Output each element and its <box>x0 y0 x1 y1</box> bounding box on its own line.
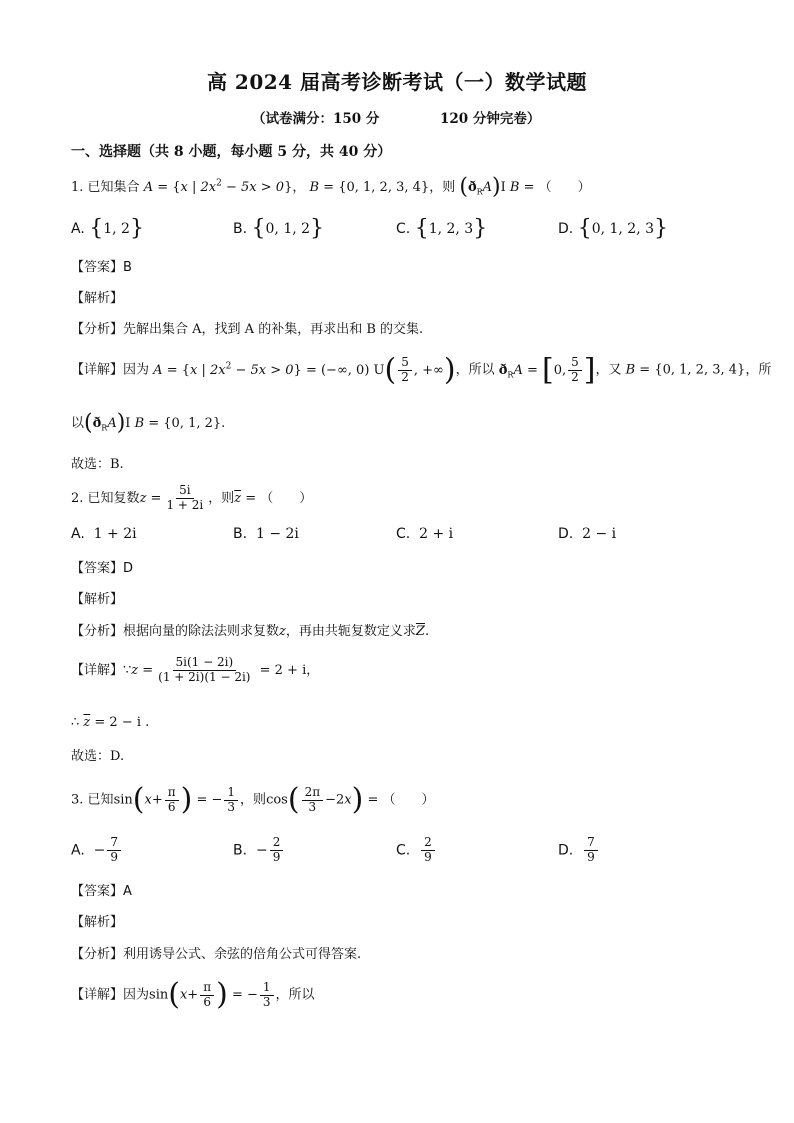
q1-detail-line2: 以$(ð_RA)I$ B = {0, 1, 2}. <box>71 410 226 436</box>
q2-option-d: D. 2 − i <box>558 526 617 542</box>
page-title: 高 2024 届高考诊断考试（一）数学试题 <box>206 70 588 94</box>
q2-fenxi: 【分析】根据向量的除法法则求复数z，再由共轭复数定义求$\overline{Z}$. <box>71 624 430 639</box>
q3-fenxi: 【分析】利用诱导公式、余弦的倍角公式可得答案. <box>71 947 362 962</box>
q1-stem: 1. 已知集合 A = {x | $2x^2 - 5x > 0$}， B = {0, 1, 2, 3, 4}，则 $(ð_RA)I$ B = （ ） <box>71 174 591 200</box>
q3-analysis-label: 【解析】 <box>71 915 124 930</box>
q2-result: ∴ $\overline{z} = 2 - i$ . <box>71 715 150 730</box>
q1-set-b: B = {0, 1, 2, 3, 4} <box>309 180 430 195</box>
q1-analysis-label: 【解析】 <box>71 291 124 306</box>
q1-option-c: C. {1, 2, 3} <box>396 216 488 241</box>
q1-fenxi: 【分析】先解出集合 A，找到 A 的补集，再求出和 B 的交集. <box>71 322 424 337</box>
q1-detail: 【详解】因为 A = {x | $2x^2 - 5x > 0$} = (−∞, 0) U( $\frac{5}{2}$ , +∞)，所以 $ð_RA = [0$, $\frac{5}{2}$ ]，又 B = {0, 1, 2, 3, 4}，所 <box>71 352 772 387</box>
q1-expression: $(ð_RA)I$ B = <box>459 174 535 200</box>
q1-option-d: D. {0, 1, 2, 3} <box>558 216 669 241</box>
q2-option-b: B. 1 − 2i <box>233 526 299 542</box>
subtitle-score: （试卷满分：150 分 <box>252 111 380 127</box>
q3-option-c: C. $\frac{2}{9}$ <box>396 836 437 865</box>
q2-detail: 【详解】∵z = $\frac{5i(1 - 2i)}{(1 + 2i)(1 - 2i)}$ = 2 + i， <box>71 655 320 684</box>
q1-option-b: B. {0, 1, 2} <box>233 216 325 241</box>
q1-blank: （ ） <box>538 180 591 195</box>
q1-number: 1. <box>71 180 84 195</box>
q2-stem: 2. 已知复数z = $\frac{5i}{1 + 2i}$ ，则$\overline{z}$ = （ ） <box>71 483 313 512</box>
section-heading: 一、选择题（共 8 小题，每小题 5 分，共 40 分） <box>71 144 392 160</box>
q3-detail: 【详解】因为sin(x+ $\frac{\pi}{6}$ ) = − $\frac{1}{3}$ ，所以 <box>71 977 315 1012</box>
q1-stem-text: 已知集合 <box>87 180 140 195</box>
q3-option-b: B. − $\frac{2}{9}$ <box>233 836 285 865</box>
q2-choose: 故选：D. <box>71 749 125 764</box>
q1-set-a: A = {x | $2x^2 - 5x > 0$} <box>143 178 293 195</box>
q1-choose: 故选：B. <box>71 457 124 472</box>
q3-stem: 3. 已知sin(x+ $\frac{\pi}{6}$ ) = − $\frac{1}{3}$ ，则cos( $\frac{2\pi}{3}$ −2x) = （ ） <box>71 782 435 817</box>
q3-option-a: A. − $\frac{7}{9}$ <box>71 836 123 865</box>
q1-answer: 【答案】B <box>71 260 132 275</box>
q3-answer: 【答案】A <box>71 884 132 899</box>
subtitle-time: 120 分钟完卷） <box>440 111 541 127</box>
q3-option-d: D. $\frac{7}{9}$ <box>558 836 600 865</box>
q2-option-a: A. 1 + 2i <box>71 526 137 542</box>
q2-option-c: C. 2 + i <box>396 526 454 542</box>
q2-analysis-label: 【解析】 <box>71 592 124 607</box>
q1-option-a: A. {1, 2} <box>71 216 144 241</box>
q2-answer: 【答案】D <box>71 561 134 576</box>
